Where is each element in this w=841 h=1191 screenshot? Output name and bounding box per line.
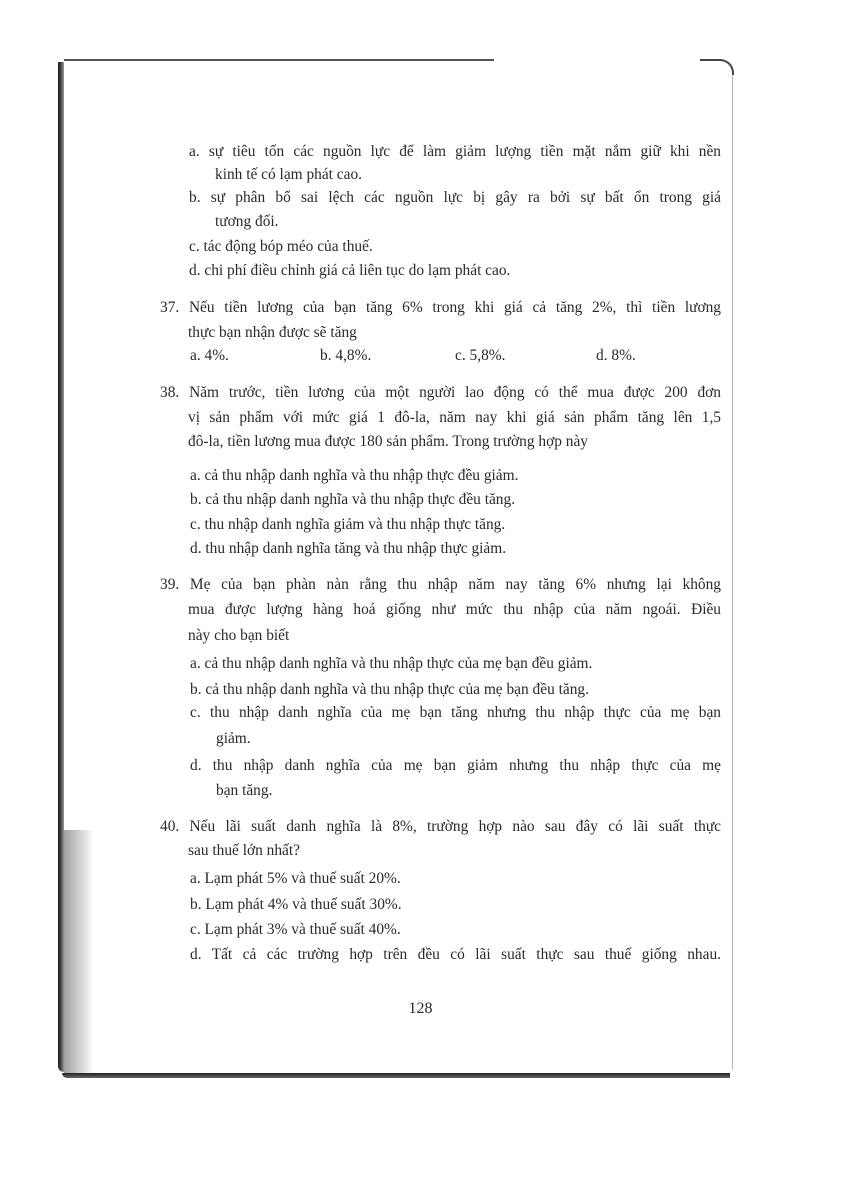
question-39-stem-line1: 39. Mẹ của bạn phàn nàn rằng thu nhập năm nay tăng 6% nhưng lại không <box>160 576 721 593</box>
option-36a-line2: kinh tế có lạm phát cao. <box>215 166 363 183</box>
option-39a: a. cả thu nhập danh nghĩa và thu nhập thực của mẹ bạn đều giảm. <box>190 655 593 672</box>
question-40-stem-line2: sau thuế lớn nhất? <box>188 842 300 859</box>
scan-edge-bottom <box>62 1073 730 1078</box>
option-39d-line1: d. thu nhập danh nghĩa của mẹ bạn giảm nhưng thu nhập thực của mẹ <box>190 757 721 774</box>
option-38d: d. thu nhập danh nghĩa tăng và thu nhập thực giảm. <box>190 540 507 557</box>
option-40d: d. Tất cả các trường hợp trên đều có lãi suất thực sau thuế giống nhau. <box>190 946 721 963</box>
question-40-stem-line1: 40. Nếu lãi suất danh nghĩa là 8%, trường hợp nào sau đây có lãi suất thực <box>160 818 721 835</box>
scan-edge-top <box>64 59 494 61</box>
option-38a: a. cả thu nhập danh nghĩa và thu nhập thực đều giảm. <box>190 467 519 484</box>
option-36c: c. tác động bóp méo của thuế. <box>189 238 373 255</box>
option-40c: c. Lạm phát 3% và thuế suất 40%. <box>190 921 401 938</box>
option-37b: b. 4,8%. <box>320 347 372 364</box>
question-38-stem-line2: vị sản phẩm với mức giá 1 đô-la, năm nay khi giá sản phẩm tăng lên 1,5 <box>188 409 721 426</box>
option-38c: c. thu nhập danh nghĩa giảm và thu nhập thực tăng. <box>190 516 506 533</box>
question-37-stem-line2: thực bạn nhận được sẽ tăng <box>188 324 357 341</box>
option-36d: d. chi phí điều chỉnh giá cả liên tục do lạm phát cao. <box>189 262 511 279</box>
option-39c-line1: c. thu nhập danh nghĩa của mẹ bạn tăng nhưng thu nhập thực của mẹ bạn <box>190 704 721 721</box>
question-39-stem-line2: mua được lượng hàng hoá giống như mức thu nhập của năm ngoái. Điều <box>188 601 721 618</box>
option-39b: b. cả thu nhập danh nghĩa và thu nhập thực của mẹ bạn đều tăng. <box>190 681 589 698</box>
page-number: 128 <box>408 1000 433 1017</box>
scan-shadow <box>64 830 94 1075</box>
option-36b-line1: b. sự phân bổ sai lệch các nguồn lực bị gây ra bởi sự bất ổn trong giá <box>189 189 721 206</box>
option-37d: d. 8%. <box>596 347 636 364</box>
scan-corner-top-right <box>700 59 734 75</box>
option-40a: a. Lạm phát 5% và thuế suất 20%. <box>190 870 401 887</box>
option-39d-line2: bạn tăng. <box>216 782 273 799</box>
option-38b: b. cả thu nhập danh nghĩa và thu nhập thực đều tăng. <box>190 491 516 508</box>
option-39c-line2: giảm. <box>216 730 251 747</box>
option-36b-line2: tương đối. <box>215 213 279 230</box>
option-36a-line1: a. sự tiêu tốn các nguồn lực để làm giảm lượng tiền mặt nắm giữ khi nền <box>189 143 721 160</box>
option-37c: c. 5,8%. <box>455 347 506 364</box>
question-37-stem-line1: 37. Nếu tiền lương của bạn tăng 6% trong khi giá cả tăng 2%, thì tiền lương <box>160 299 721 316</box>
scan-edge-right <box>732 75 733 1070</box>
option-40b: b. Lạm phát 4% và thuế suất 30%. <box>190 896 402 913</box>
question-39-stem-line3: này cho bạn biết <box>188 627 290 644</box>
question-38-stem-line3: đô-la, tiền lương mua được 180 sản phẩm. Trong trường hợp này <box>188 433 588 450</box>
option-37a: a. 4%. <box>190 347 229 364</box>
question-38-stem-line1: 38. Năm trước, tiền lương của một người lao động có thể mua được 200 đơn <box>160 384 721 401</box>
